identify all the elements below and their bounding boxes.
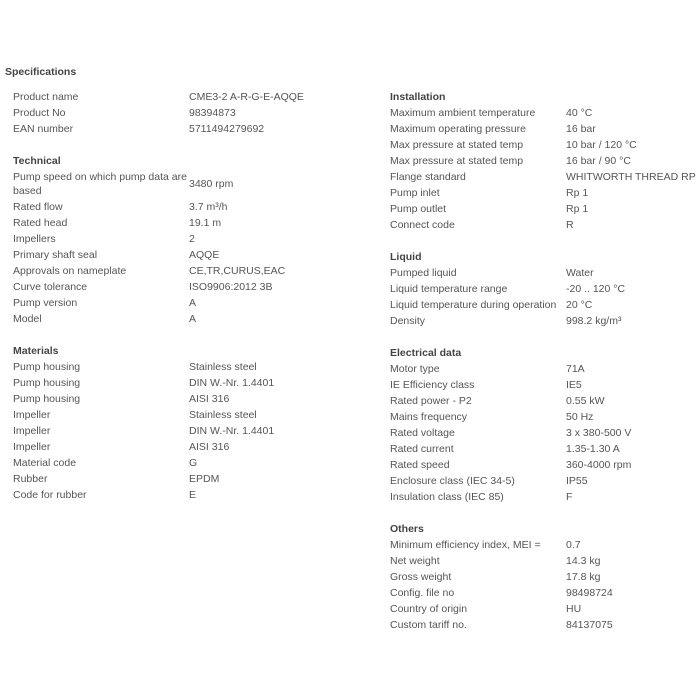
spec-value: DIN W.-Nr. 1.4401 <box>189 425 275 437</box>
spec-value: AQQE <box>189 249 220 261</box>
spec-label: Curve tolerance <box>13 281 88 293</box>
spec-row <box>13 263 373 279</box>
spec-row <box>390 585 700 601</box>
spec-value: 1.35-1.30 A <box>566 443 620 455</box>
spec-row <box>390 473 700 489</box>
spec-row <box>13 455 373 471</box>
spec-row <box>390 361 700 377</box>
spec-label: Maximum ambient temperature <box>390 107 536 119</box>
spec-label: Impeller <box>13 425 51 437</box>
spec-row <box>390 601 700 617</box>
spec-value: DIN W.-Nr. 1.4401 <box>189 377 275 389</box>
spec-value: 20 °C <box>566 299 593 311</box>
section-title-liquid: Liquid <box>390 251 422 263</box>
section-title-others: Others <box>390 523 424 535</box>
spec-label: Impeller <box>13 409 51 421</box>
spec-row <box>390 489 700 505</box>
spec-value: IE5 <box>566 379 582 391</box>
page-title: Specifications <box>5 66 77 78</box>
spec-label: Density <box>390 315 426 327</box>
spec-value: Rp 1 <box>566 187 589 199</box>
spec-row <box>390 393 700 409</box>
spec-row <box>390 569 700 585</box>
spec-label: Impellers <box>13 233 56 245</box>
spec-label: Rated voltage <box>390 427 455 439</box>
spec-row <box>390 105 700 121</box>
spec-value: ISO9906:2012 3B <box>189 281 273 293</box>
right-column <box>390 89 700 649</box>
spec-label: Rated speed <box>390 459 450 471</box>
spec-label: Liquid temperature during operation <box>390 299 557 311</box>
spec-label: Impeller <box>13 441 51 453</box>
spec-row <box>390 313 700 329</box>
spec-label: Material code <box>13 457 77 469</box>
spec-label: Pump speed on which pump data are based <box>13 171 187 197</box>
spec-label: Pump version <box>13 297 78 309</box>
spec-label: Maximum operating pressure <box>390 123 526 135</box>
spec-row <box>390 377 700 393</box>
spec-label: Primary shaft seal <box>13 249 98 261</box>
spec-label: Rated power - P2 <box>390 395 472 407</box>
spec-value: E <box>189 489 197 501</box>
spec-label: Rated current <box>390 443 454 455</box>
spec-value: Stainless steel <box>189 361 257 373</box>
spec-row <box>390 137 700 153</box>
spec-value: Stainless steel <box>189 409 257 421</box>
spec-row <box>13 471 373 487</box>
spec-row <box>390 121 700 137</box>
spec-value: 360-4000 rpm <box>566 459 632 471</box>
section-title-materials: Materials <box>13 345 59 357</box>
spec-value: 16 bar <box>566 123 596 135</box>
spec-row <box>13 105 373 121</box>
spec-label: Pump inlet <box>390 187 440 199</box>
materials-section <box>13 343 373 503</box>
spec-label: Enclosure class (IEC 34-5) <box>390 475 515 487</box>
spec-value: 3 x 380-500 V <box>566 427 632 439</box>
spec-label: Connect code <box>390 219 455 231</box>
spec-row <box>390 217 700 233</box>
spec-label: Product name <box>13 91 79 103</box>
product-section <box>13 89 373 137</box>
spec-value: Rp 1 <box>566 203 589 215</box>
spec-value: R <box>566 219 574 231</box>
electrical-section <box>390 345 700 505</box>
spec-label: Approvals on nameplate <box>13 265 127 277</box>
spec-row <box>13 247 373 263</box>
spec-value: AISI 316 <box>189 441 230 453</box>
spec-label: IE Efficiency class <box>390 379 475 391</box>
spec-row <box>13 89 373 105</box>
spec-row <box>390 185 700 201</box>
spec-row <box>390 441 700 457</box>
spec-label: Max pressure at stated temp <box>390 139 524 151</box>
spec-row <box>390 537 700 553</box>
technical-section <box>13 153 373 327</box>
spec-row <box>13 121 373 137</box>
others-section <box>390 521 700 633</box>
spec-row <box>390 553 700 569</box>
spec-value: 98498724 <box>566 587 613 599</box>
spec-value: 16 bar / 90 °C <box>566 155 631 167</box>
spec-value: 50 Hz <box>566 411 594 423</box>
spec-label: Code for rubber <box>13 489 87 501</box>
spec-row <box>390 201 700 217</box>
spec-row <box>13 279 373 295</box>
spec-label: Product No <box>13 107 66 119</box>
section-title-technical: Technical <box>13 155 61 167</box>
spec-row <box>390 153 700 169</box>
spec-label: Gross weight <box>390 571 452 583</box>
spec-row <box>13 391 373 407</box>
spec-label: Rated head <box>13 217 68 229</box>
spec-row <box>13 487 373 503</box>
installation-section <box>390 89 700 233</box>
spec-value: Water <box>566 267 594 279</box>
spec-row <box>13 375 373 391</box>
spec-row <box>13 215 373 231</box>
spec-label: Minimum efficiency index, MEI = <box>390 539 541 551</box>
spec-label: Mains frequency <box>390 411 468 423</box>
spec-row <box>390 281 700 297</box>
spec-label: Pump housing <box>13 361 81 373</box>
spec-row <box>13 311 373 327</box>
spec-value: A <box>189 313 197 325</box>
spec-label: Rated flow <box>13 201 63 213</box>
spec-row <box>13 295 373 311</box>
spec-value: 2 <box>189 233 195 245</box>
spec-value: 10 bar / 120 °C <box>566 139 637 151</box>
spec-label: Net weight <box>390 555 440 567</box>
spec-value: 71A <box>566 363 585 375</box>
spec-label: Pump housing <box>13 393 81 405</box>
spec-value: HU <box>566 603 582 615</box>
spec-label: Rubber <box>13 473 48 485</box>
spec-value: 98394873 <box>189 107 236 119</box>
spec-row <box>390 617 700 633</box>
spec-label: Custom tariff no. <box>390 619 467 631</box>
spec-value: A <box>189 297 197 309</box>
left-column <box>13 89 373 519</box>
spec-row <box>390 265 700 281</box>
spec-row <box>390 169 700 185</box>
spec-row <box>390 457 700 473</box>
spec-value: -20 .. 120 °C <box>566 283 626 295</box>
spec-value: CE,TR,CURUS,EAC <box>189 265 286 277</box>
spec-value: 3.7 m³/h <box>189 201 228 213</box>
section-title-electrical: Electrical data <box>390 347 462 359</box>
spec-value: 19.1 m <box>189 217 222 229</box>
spec-row <box>390 409 700 425</box>
spec-row <box>13 407 373 423</box>
spec-value: WHITWORTH THREAD RP <box>566 171 696 183</box>
spec-label: Pump outlet <box>390 203 447 215</box>
spec-value: IP55 <box>566 475 588 487</box>
spec-value: 998.2 kg/m³ <box>566 315 622 327</box>
spec-label: Config. file no <box>390 587 455 599</box>
spec-row <box>13 359 373 375</box>
spec-label: Country of origin <box>390 603 468 615</box>
spec-value: 5711494279692 <box>189 123 265 135</box>
spec-label: Liquid temperature range <box>390 283 508 295</box>
spec-value: 0.55 kW <box>566 395 605 407</box>
spec-value: 3480 rpm <box>189 178 234 190</box>
spec-label: Insulation class (IEC 85) <box>390 491 504 503</box>
spec-row <box>13 199 373 215</box>
spec-label: Model <box>13 313 42 325</box>
spec-label: Max pressure at stated temp <box>390 155 524 167</box>
spec-value: 14.3 kg <box>566 555 601 567</box>
spec-value: 0.7 <box>566 539 581 551</box>
spec-row <box>13 423 373 439</box>
spec-label: Pump housing <box>13 377 81 389</box>
spec-label: Pumped liquid <box>390 267 457 279</box>
spec-value: 84137075 <box>566 619 613 631</box>
spec-value: EPDM <box>189 473 220 485</box>
spec-value: AISI 316 <box>189 393 230 405</box>
spec-value: CME3-2 A-R-G-E-AQQE <box>189 91 304 103</box>
spec-row <box>13 439 373 455</box>
spec-label: EAN number <box>13 123 74 135</box>
spec-row <box>390 425 700 441</box>
spec-label: Flange standard <box>390 171 466 183</box>
spec-value: 40 °C <box>566 107 593 119</box>
spec-value: G <box>189 457 198 469</box>
spec-row <box>13 231 373 247</box>
spec-row <box>390 297 700 313</box>
spec-value: 17.8 kg <box>566 571 601 583</box>
spec-label: Motor type <box>390 363 440 375</box>
liquid-section <box>390 249 700 329</box>
spec-value: F <box>566 491 573 503</box>
spec-row <box>13 169 373 199</box>
section-title-installation: Installation <box>390 91 446 103</box>
